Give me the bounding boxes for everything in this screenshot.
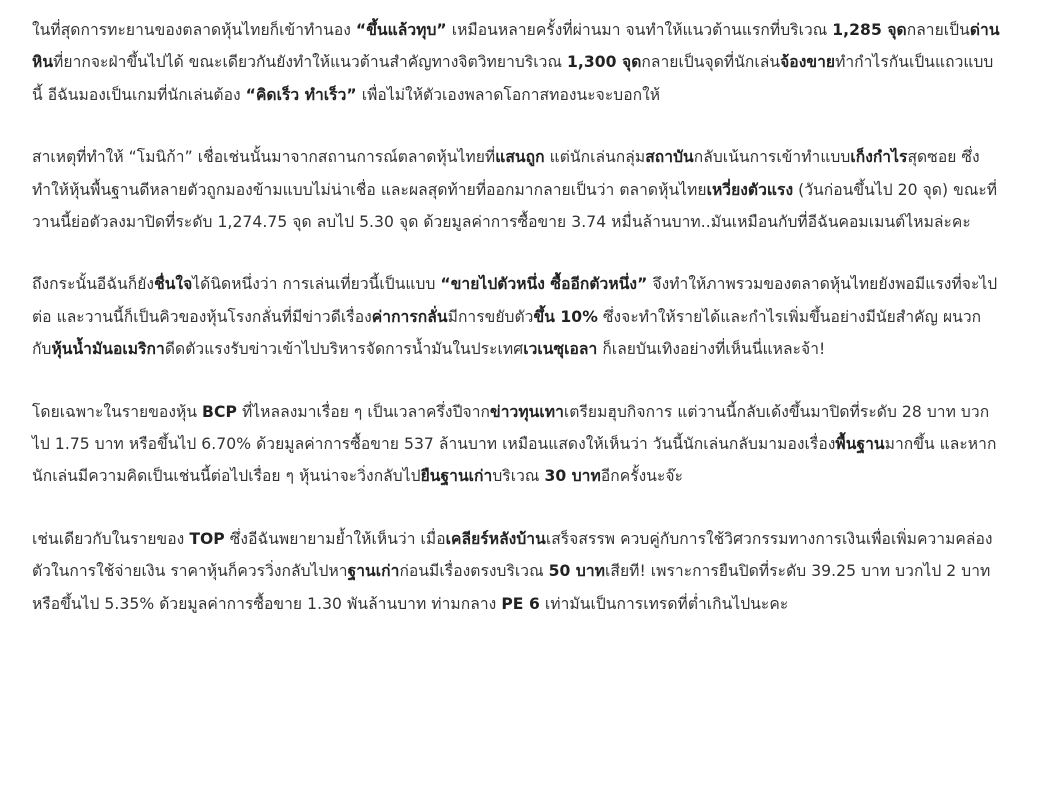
paragraph-3 bbox=[32, 268, 1000, 365]
body-text: อีกครั้งนะจ๊ะ bbox=[600, 467, 684, 486]
body-text: เตรียมฮุบกิจการ แต่วานนี้กลับเด้งขึ้นมาปิดที่ระดับ 28 บาท บวกไป 1.75 บาท หรือขึ้นไป 6.70% ด้วยมูลค่าการซื้อขาย 537 ล้านบาท เหมือนแสดงให้เห็นว่า วันนี้นักเล่นกลับมามองเรื่อง bbox=[32, 402, 990, 454]
emphasis-text: เก็งกำไร bbox=[850, 148, 908, 167]
body-text: ก็เลยบันเทิงอย่างที่เห็นนี่แหละจ้า! bbox=[597, 340, 826, 359]
emphasis-text: ค่าการกลั่น bbox=[371, 307, 448, 326]
emphasis-text: ยืนฐานเก่า bbox=[420, 467, 493, 486]
body-text: (วันก่อนขึ้นไป 20 จุด) ขณะที่วานนี้ย่อตัวลงมาปิดที่ระดับ 1,274.75 จุด ลบไป 5.30 จุด ด้วยมูลค่าการซื้อขาย 3.74 หมื่นล้านบาท..มันเหมือนกับที่อีฉันคอมเมนต์ไหมล่ะคะ bbox=[32, 180, 998, 232]
emphasis-text: ขึ้น 10% bbox=[533, 307, 598, 326]
body-text: กลับเน้นการเข้าทำแบบ bbox=[693, 148, 851, 167]
body-text: เพื่อไม่ให้ตัวเองพลาดโอกาสทองนะจะบอกให้ bbox=[356, 85, 661, 104]
emphasis-text: PE 6 bbox=[501, 594, 540, 613]
emphasis-text: 30 บาท bbox=[544, 467, 601, 486]
emphasis-text: จ้องขาย bbox=[780, 53, 836, 72]
body-text: เสร็จสรรพ ควบคู่กับการใช้วิศวกรรมทางการเงินเพื่อเพิ่มความคล่องตัวในการใช้จ่ายเงิน ราคาหุ้นก็ควรวิ่งกลับไปหา bbox=[32, 529, 993, 581]
body-text: ถึงกระนั้นอีฉันก็ยัง bbox=[32, 275, 155, 294]
emphasis-text: เหวี่ยงตัวแรง bbox=[706, 180, 794, 199]
body-text: สาเหตุที่ทำให้ “โมนิก้า” เชื่อเช่นนั้นมาจากสถานการณ์ตลาดหุ้นไทยที่ bbox=[32, 148, 496, 167]
body-text: ทำกำไรกันเป็นแถวแบบนี้ อีฉันมองเป็นเกมที่นักเล่นต้อง bbox=[32, 53, 994, 104]
body-text: สุดซอย ซึ่งทำให้หุ้นพื้นฐานดีหลายตัวถูกมองข้ามแบบไม่น่าเชื่อ และผลสุดท้ายที่ออกมากลายเป็นว่า ตลาดหุ้นไทย bbox=[32, 148, 980, 199]
article-body bbox=[32, 14, 1000, 650]
body-text: ในที่สุดการทะยานของตลาดหุ้นไทยก็เข้าทำนอง bbox=[32, 21, 356, 39]
emphasis-text: สถาบัน bbox=[645, 148, 694, 167]
body-text: เสียที! เพราะการยืนปิดที่ระดับ 39.25 บาท บวกไป 2 บาท หรือขึ้นไป 5.35% ด้วยมูลค่าการซื้อขาย 1.30 พันล้านบาท ท่ามกลาง bbox=[32, 562, 991, 613]
body-text: เท่ามันเป็นการเทรดที่ต่ำเกินไปนะคะ bbox=[539, 594, 789, 613]
emphasis-text: BCP bbox=[202, 402, 237, 421]
body-text: ได้นิดหนึ่งว่า การเล่นเที่ยวนี้เป็นแบบ bbox=[192, 275, 441, 294]
body-text: มีการขยับตัว bbox=[447, 307, 534, 326]
emphasis-text: พื้นฐาน bbox=[835, 435, 885, 454]
emphasis-text: 1,285 จุด bbox=[832, 21, 907, 39]
body-text: ก่อนมีเรื่องตรงบริเวณ bbox=[399, 562, 549, 581]
body-text: แต่นักเล่นกลุ่ม bbox=[544, 148, 646, 167]
emphasis-text: เวเนซุเอลา bbox=[523, 340, 598, 359]
body-text: ที่ยากจะฝ่าขึ้นไปได้ ขณะเดียวกันยังทำให้แนวต้านสำคัญทางจิตวิทยาบริเวณ bbox=[53, 53, 567, 72]
body-text: จึงทำให้ภาพรวมของตลาดหุ้นไทยยังพอมีแรงที่จะไปต่อ และวานนี้ก็เป็นคิวของหุ้นโรงกลั่นที่มีข่าวดีเรื่อง bbox=[32, 275, 998, 326]
body-text: โดยเฉพาะในรายของหุ้น bbox=[32, 402, 203, 421]
body-text: บริเวณ bbox=[492, 467, 545, 486]
paragraph-1 bbox=[32, 14, 1000, 111]
body-text: ซึ่งอีฉันพยายามย้ำให้เห็นว่า เมื่อ bbox=[224, 529, 446, 548]
emphasis-text: “ขายไปตัวหนึ่ง ซื้ออีกตัวหนึ่ง” bbox=[440, 275, 648, 294]
emphasis-text: ฐานเก่า bbox=[347, 562, 400, 581]
body-text: เช่นเดียวกับในรายของ bbox=[32, 529, 190, 548]
body-text: ดีดตัวแรงรับข่าวเข้าไปบริหารจัดการน้ำมันในประเทศ bbox=[164, 340, 524, 359]
body-text: เหมือนหลายครั้งที่ผ่านมา จนทำให้แนวต้านแรกที่บริเวณ bbox=[446, 21, 833, 39]
emphasis-text: 50 บาท bbox=[548, 562, 605, 581]
body-text: ซึ่งจะทำให้รายได้และกำไรเพิ่มขึ้นอย่างมีนัยสำคัญ ผนวกกับ bbox=[32, 307, 982, 359]
emphasis-text: TOP bbox=[189, 529, 225, 548]
emphasis-text: หุ้นน้ำมันอเมริกา bbox=[51, 340, 165, 359]
emphasis-text: ด่านหิน bbox=[32, 21, 1000, 72]
emphasis-text: ชื่นใจ bbox=[154, 275, 193, 294]
emphasis-text: 1,300 จุด bbox=[566, 53, 642, 72]
body-text: มากขึ้น และหากนักเล่นมีความคิดเป็นเช่นนี้ต่อไปเรื่อย ๆ หุ้นน่าจะวิ่งกลับไป bbox=[32, 435, 997, 486]
emphasis-text: “ขึ้นแล้วทุบ” bbox=[355, 21, 447, 39]
body-text: กลายเป็นจุดที่นักเล่น bbox=[641, 53, 781, 72]
paragraph-4 bbox=[32, 396, 1000, 493]
emphasis-text: ข่าวทุนเทา bbox=[490, 402, 564, 421]
paragraph-2 bbox=[32, 141, 1000, 238]
emphasis-text: แสนถูก bbox=[495, 148, 545, 167]
paragraph-5 bbox=[32, 523, 1000, 620]
body-text: ที่ไหลลงมาเรื่อย ๆ เป็นเวลาครึ่งปีจาก bbox=[236, 402, 491, 421]
body-text: กลายเป็น bbox=[906, 21, 970, 39]
emphasis-text: “คิดเร็ว ทำเร็ว” bbox=[245, 85, 357, 104]
emphasis-text: เคลียร์หลังบ้าน bbox=[445, 529, 546, 548]
